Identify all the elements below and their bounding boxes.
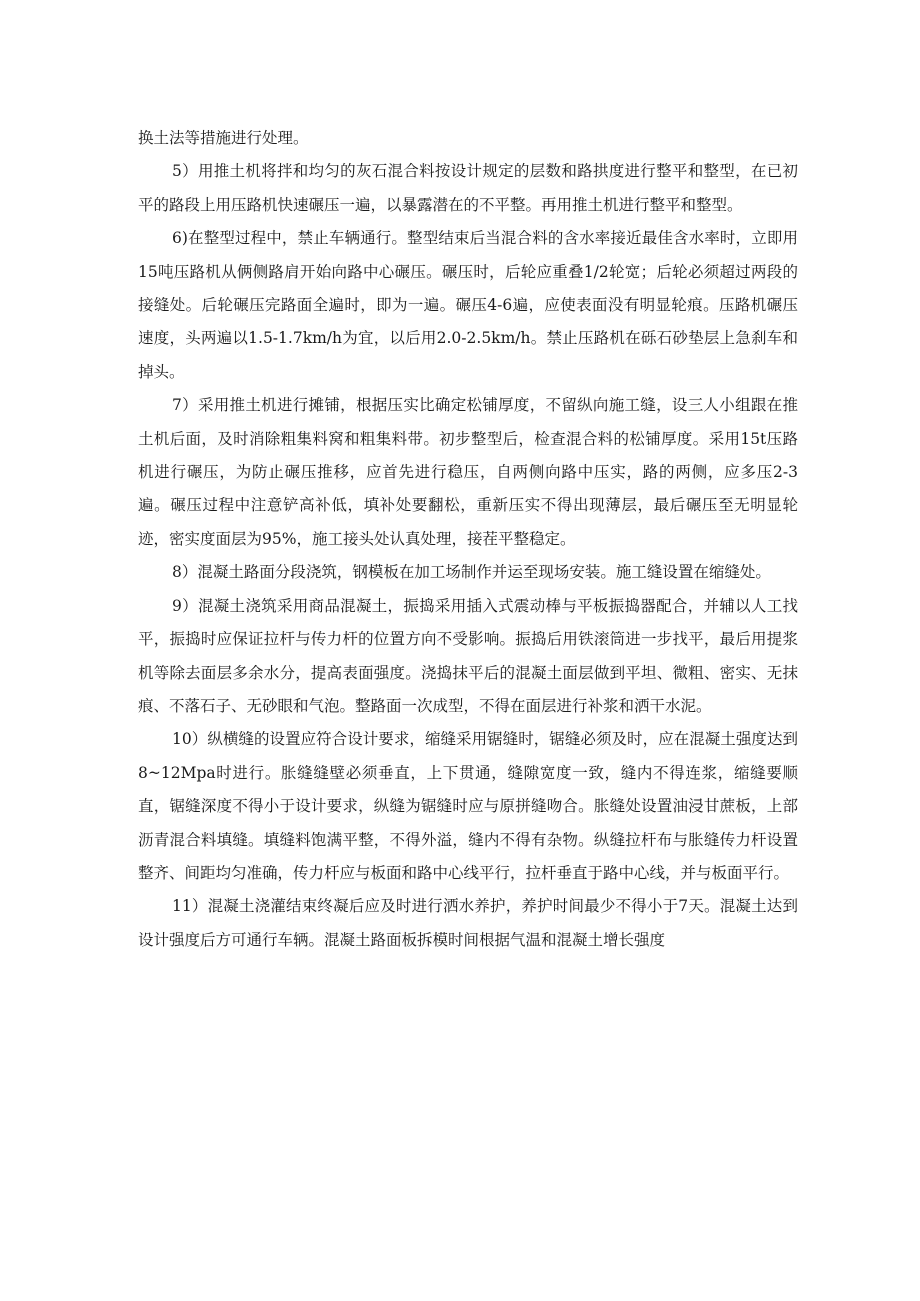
paragraph-step-9: 9）混凝土浇筑采用商品混凝土，振捣采用插入式震动棒与平板振捣器配合，并辅以人工找平，振捣时应保证拉杆与传力杆的位置方向不受影响。振捣后用铁滚筒进一步找平，最后用提浆机等除去面层多余水分，提高表面强度。浇捣抹平后的混凝土面层做到平坦、微粗、密实、无抹痕、不落石子、无砂眼和气泡。整路面一次成型，不得在面层进行补浆和洒干水泥。	[138, 596, 798, 715]
paragraph-step-10: 10）纵横缝的设置应符合设计要求，缩缝采用锯缝时，锯缝必须及时，应在混凝土强度达到8~12Mpa时进行。胀缝缝壁必须垂直，上下贯通，缝隙宽度一致，缝内不得连浆，缩缝要顺直，锯缝深度不得小于设计要求，纵缝为锯缝时应与原拼缝吻合。胀缝处设置油浸甘蔗板，上部沥青混合料填缝。填缝料饱满平整，不得外溢，缝内不得有杂物。纵缝拉杆布与胀缝传力杆设置整齐、间距均匀准确，传力杆应与板面和路中心线平行，拉杆垂直于路中心线，并与板面平行。	[138, 730, 798, 882]
paragraph-step-7: 7）采用推土机进行摊铺，根据压实比确定松铺厚度，不留纵向施工缝，设三人小组跟在推土机后面，及时消除粗集料窝和粗集料带。初步整型后，检查混合料的松铺厚度。采用15t压路机进行碾压，为防止碾压推移，应首先进行稳压，自两侧向路中压实，路的两侧，应多压2-3遍。碾压过程中注意铲高补低，填补处要翻松，重新压实不得出现薄层，最后碾压至无明显轮迹，密实度面层为95%，施工接头处认真处理，接茬平整稳定。	[138, 396, 798, 548]
paragraph-continuation: 换土法等措施进行处理。	[138, 129, 309, 147]
document-body	[138, 122, 798, 957]
paragraph-step-6: 6)在整型过程中，禁止车辆通行。整型结束后当混合料的含水率接近最佳含水率时，立即用15吨压路机从俩侧路肩开始向路中心碾压。碾压时，后轮应重叠1/2轮宽；后轮必须超过两段的接缝处。后轮碾压完路面全遍时，即为一遍。碾压4-6遍，应使表面没有明显轮痕。压路机碾压速度，头两遍以1.5-1.7km/h为宜，以后用2.0-2.5km/h。禁止压路机在砾石砂垫层上急刹车和掉头。	[138, 229, 798, 381]
paragraph-step-11: 11）混凝土浇灌结束终凝后应及时进行洒水养护，养护时间最少不得小于7天。混凝土达到设计强度后方可通行车辆。混凝土路面板拆模时间根据气温和混凝土增长强度	[138, 897, 798, 949]
paragraph-step-8: 8）混凝土路面分段浇筑，钢模板在加工场制作并运至现场安装。施工缝设置在缩缝处。	[172, 563, 771, 582]
paragraph-step-5: 5）用推土机将拌和均匀的灰石混合料按设计规定的层数和路拱度进行整平和整型，在已初平的路段上用压路机快速碾压一遍，以暴露潜在的不平整。再用推土机进行整平和整型。	[138, 162, 798, 214]
